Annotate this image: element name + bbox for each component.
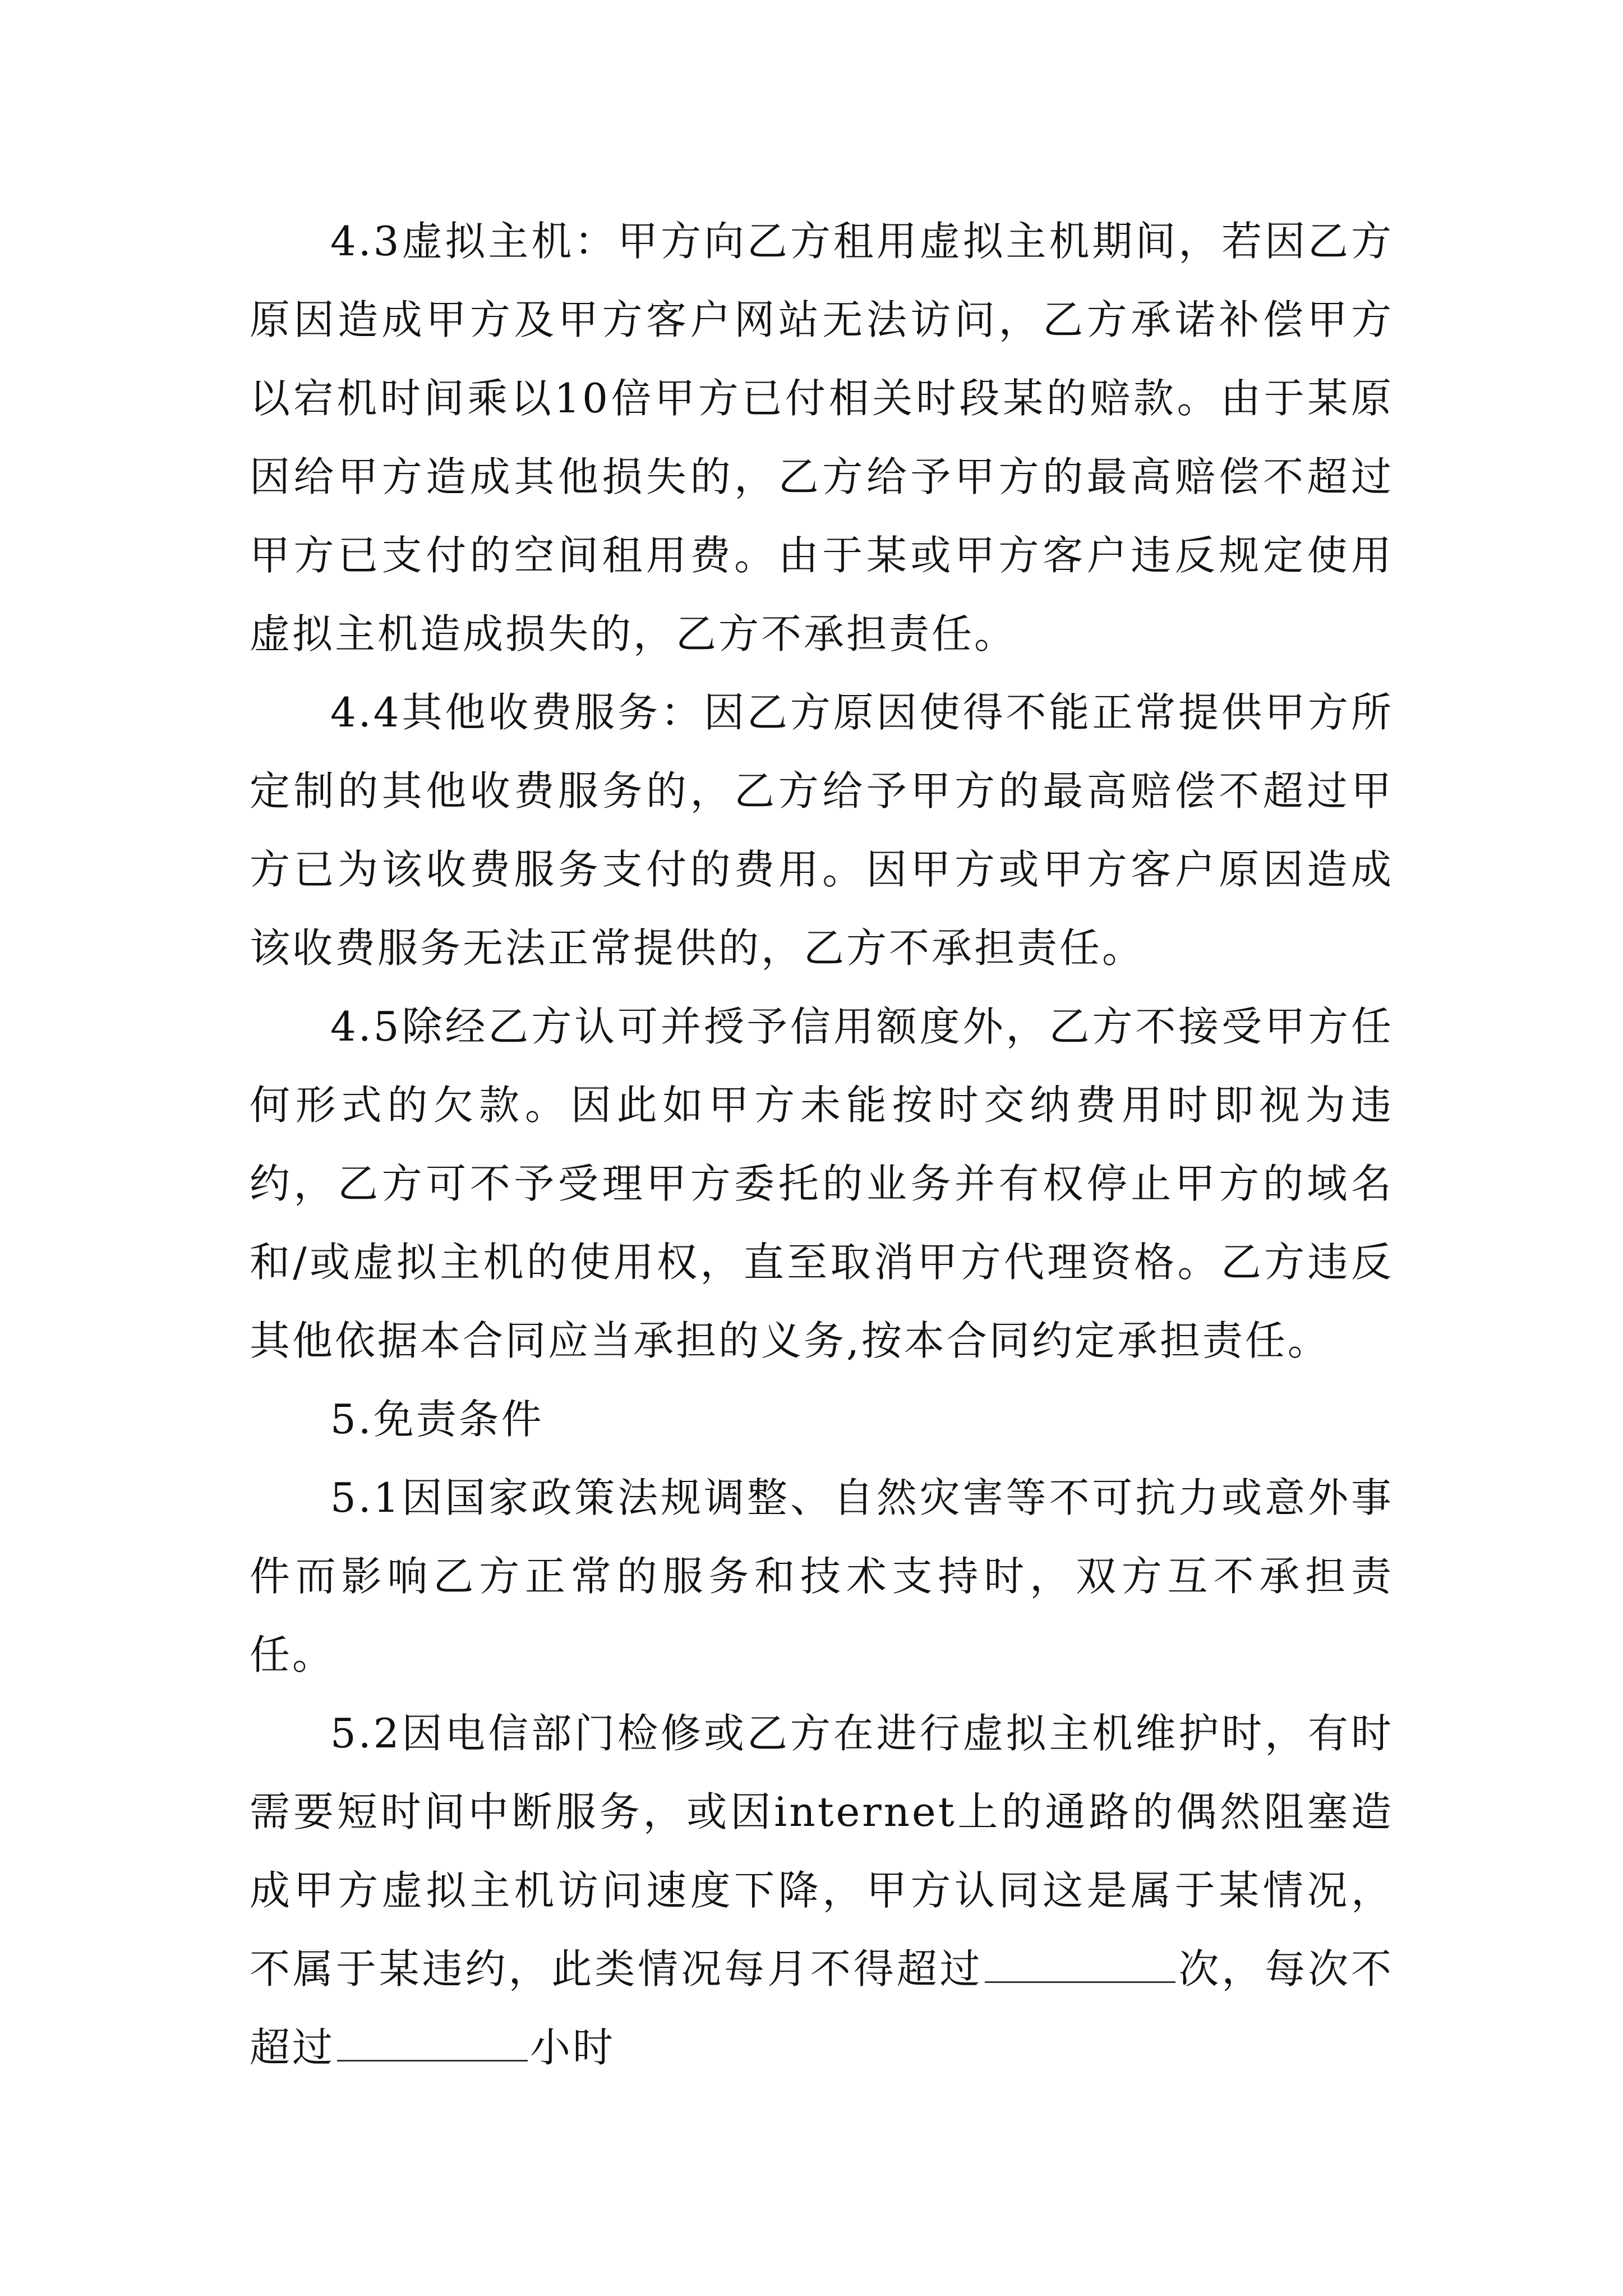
paragraph-5-2-text-a: 5.2因电信部门检修或乙方在进行虚拟主机维护时，有时需要短时间中断服务，或因internet上的通路的偶然阻塞造成甲方虚拟主机访问速度下降，甲方认同这是属于某情况，不属于某违约，此类情况每月不得超过 — [250, 1710, 1394, 1993]
paragraph-4-5: 4.5除经乙方认可并授予信用额度外，乙方不接受甲方任何形式的欠款。因此如甲方未能按时交纳费用时即视为违约，乙方可不予受理甲方委托的业务并有权停止甲方的域名和/或虚拟主机的使用权，直至取消甲方代理资格。乙方违反其他依据本合同应当承担的义务,按本合同约定承担责任。 — [250, 1003, 1394, 1364]
document-body — [250, 202, 1394, 2087]
paragraph-4-3: 4.3虚拟主机：甲方向乙方租用虚拟主机期间，若因乙方原因造成甲方及甲方客户网站无法访问，乙方承诺补偿甲方以宕机时间乘以10倍甲方已付相关时段某的赔款。由于某原因给甲方造成其他损失的，乙方给予甲方的最高赔偿不超过甲方已支付的空间租用费。由于某或甲方客户违反规定使用虚拟主机造成损失的，乙方不承担责任。 — [250, 218, 1394, 657]
paragraph-5-2-text-c: 小时 — [530, 2024, 616, 2071]
section-heading-5: 5.免责条件 — [330, 1396, 544, 1443]
paragraph-4-4: 4.4其他收费服务：因乙方原因使得不能正常提供甲方所定制的其他收费服务的，乙方给予甲方的最高赔偿不超过甲方已为该收费服务支付的费用。因甲方或甲方客户原因造成该收费服务无法正常提供的，乙方不承担责任。 — [250, 689, 1394, 972]
paragraph-5-2-text-b: 次，每次不超过 — [250, 1945, 1394, 2071]
paragraph-5-1: 5.1因国家政策法规调整、自然灾害等不可抗力或意外事件而影响乙方正常的服务和技术支持时，双方互不承担责任。 — [250, 1474, 1394, 1678]
blank-fill-line-hours — [337, 2019, 528, 2062]
paragraph-5-2 — [250, 1694, 1394, 2087]
blank-fill-line-count — [985, 1941, 1175, 1983]
